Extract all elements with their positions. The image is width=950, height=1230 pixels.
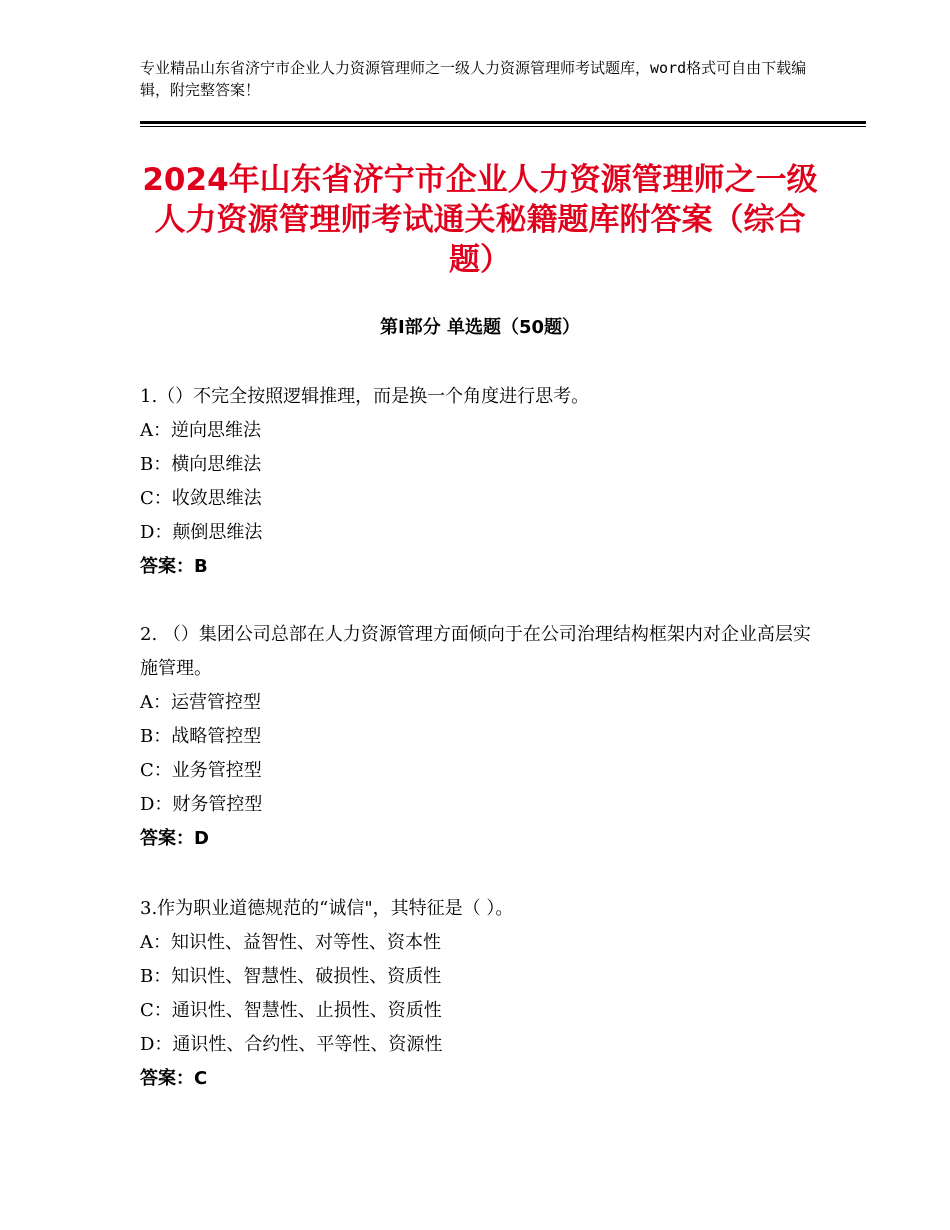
question-3 bbox=[140, 892, 820, 1096]
question-1 bbox=[140, 380, 820, 584]
option-a: A：运营管控型 bbox=[140, 692, 261, 713]
option-b: B：战略管控型 bbox=[140, 726, 262, 747]
option-c: C：业务管控型 bbox=[140, 760, 262, 781]
option-a: A：逆向思维法 bbox=[140, 420, 261, 441]
question-2 bbox=[140, 618, 820, 856]
header-rule-thick bbox=[140, 121, 866, 124]
option-d: D：财务管控型 bbox=[140, 794, 263, 815]
answer: 答案：B bbox=[140, 556, 208, 577]
question-stem: 3.作为职业道德规范的“诚信"，其特征是（ ）。 bbox=[140, 898, 514, 919]
answer: 答案：D bbox=[140, 828, 209, 849]
document-title: 2024年山东省济宁市企业人力资源管理师之一级人力资源管理师考试通关秘籍题库附答案（综合题） bbox=[142, 162, 818, 278]
header-rule-thin bbox=[140, 126, 866, 127]
option-c: C：通识性、智慧性、止损性、资质性 bbox=[140, 1000, 442, 1021]
answer: 答案：C bbox=[140, 1068, 208, 1089]
option-a: A：知识性、益智性、对等性、资本性 bbox=[140, 932, 441, 953]
option-d: D：通识性、合约性、平等性、资源性 bbox=[140, 1034, 443, 1055]
question-stem: 1.（）不完全按照逻辑推理，而是换一个角度进行思考。 bbox=[140, 386, 590, 407]
section-title: 第Ⅰ部分 单选题（50题） bbox=[379, 317, 580, 338]
option-b: B：横向思维法 bbox=[140, 454, 262, 475]
option-b: B：知识性、智慧性、破损性、资质性 bbox=[140, 966, 442, 987]
option-c: C：收敛思维法 bbox=[140, 488, 262, 509]
header-note: 专业精品山东省济宁市企业人力资源管理师之一级人力资源管理师考试题库，word格式可自由下载编辑，附完整答案！ bbox=[140, 59, 807, 99]
question-stem: 2. （）集团公司总部在人力资源管理方面倾向于在公司治理结构框架内对企业高层实施管理。 bbox=[140, 624, 811, 679]
option-d: D：颠倒思维法 bbox=[140, 522, 263, 543]
